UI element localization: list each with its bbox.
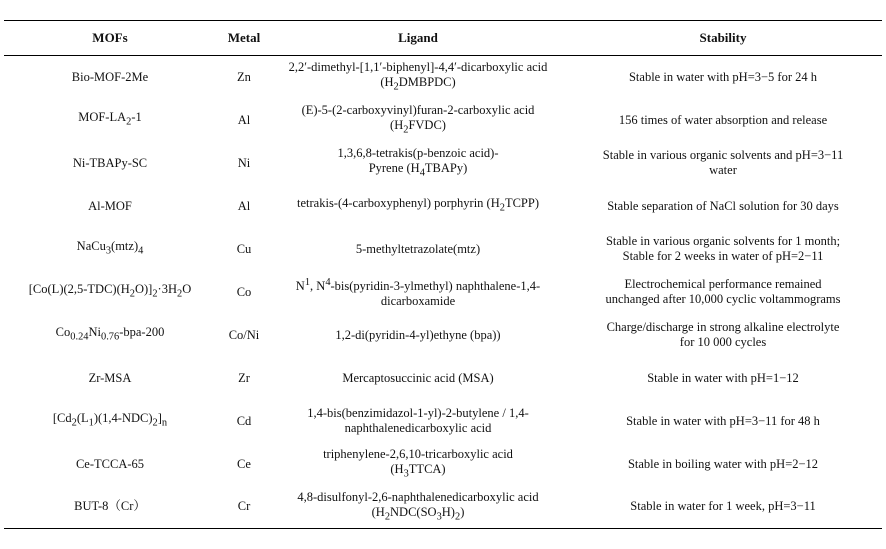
table-row (4, 185, 882, 228)
mof-cell: Ce-TCCA-65 (75, 456, 145, 471)
table-row (4, 486, 882, 529)
header-mofs: MOFs (92, 30, 128, 45)
table-row (4, 271, 882, 314)
ligand-cell: 1,3,6,8-tetrakis(p-benzoic acid)- Pyrene $(H_4TBAPy)$ (337, 145, 499, 179)
ligand-cell: 2,2′-dimethyl-[1,1′-biphenyl]-4,4′-dicarboxylic acid $(H_2DMBPDC)$ (288, 60, 548, 93)
table-row (4, 228, 882, 271)
ligand-cell: 1,4-bis(benzimidazol-1-yl)-2-butylene / 1,4- naphthalenedicarboxylic acid (307, 406, 529, 435)
table-row (4, 314, 882, 357)
ligand-cell: 1,2-di(pyridin-4-yl)ethyne (bpa)) (335, 327, 501, 342)
stability-cell: Charge/discharge in strong alkaline electrolyte for 10 000 cycles (606, 320, 840, 349)
stability-cell: Stable in various organic solvents and pH=3−11 water (602, 148, 844, 177)
stability-cell: 156 times of water absorption and release (618, 112, 828, 127)
mof-cell: $[Co(L)(2,5-TDC)(H_2O)]_2\cdot 3H_2O$ (28, 282, 192, 300)
metal-cell: Co (236, 284, 252, 299)
table-row (4, 443, 882, 486)
mof-stability-table (4, 20, 882, 529)
metal-cell: Ni (237, 155, 251, 170)
mof-cell: Zr-MSA (88, 370, 132, 385)
ligand-cell: (E)-5-(2-carboxyvinyl)furan-2-carboxylic acid $(H_2FVDC)$ (301, 102, 535, 136)
stability-cell: Stable separation of NaCl solution for 30 days (607, 198, 839, 213)
metal-cell: Ce (237, 456, 251, 471)
metal-cell: Co/Ni (228, 327, 260, 342)
stability-cell: Stable in water with pH=3−11 for 48 h (626, 413, 820, 428)
mof-cell: BUT-8（Cr） (74, 499, 146, 514)
metal-cell: Zn (237, 69, 251, 84)
stability-cell: Stable in boiling water with pH=2−12 (627, 456, 819, 471)
table-row (4, 400, 882, 443)
table-row (4, 142, 882, 185)
metal-cell: Cd (236, 413, 252, 428)
ligand-cell: Mercaptosuccinic acid (MSA) (342, 370, 494, 385)
ligand-cell: 5-methyltetrazolate(mtz) (355, 241, 481, 256)
stability-cell: Electrochemical performance remained unchanged after 10,000 cyclic voltammograms (605, 277, 841, 306)
mof-cell: Bio-MOF-2Me (71, 69, 149, 84)
table-row (4, 99, 882, 142)
header-ligand: Ligand (398, 30, 438, 45)
ligand-cell: 4,8-disulfonyl-2,6-naphthalenedicarboxylic acid $(H_2NDC(SO_3H)_2)$ (297, 489, 539, 522)
header-row (4, 21, 882, 56)
mof-cell: Ni-TBAPy-SC (72, 155, 148, 170)
metal-cell: Cr (237, 499, 251, 514)
mof-cell: MOF-$LA_2-1$ (78, 110, 142, 128)
table-body (4, 56, 882, 529)
ligand-cell: tetrakis-(4-carboxyphenyl) porphyrin $(H_2TCPP)$ (297, 196, 539, 214)
header-metal: Metal (227, 30, 261, 45)
mof-cell: Al-MOF (88, 198, 132, 213)
mof-cell: $[Cd_2(L_1)(1,4-NDC)_2]_n$ (52, 411, 168, 429)
mof-cell: $Co_{0.24}Ni_{0.76}-bpa-200$ (55, 325, 165, 343)
metal-cell: Zr (238, 370, 250, 385)
ligand-cell: triphenylene-2,6,10-tricarboxylic acid $(H_3TTCA)$ (323, 446, 513, 480)
header-stability: Stability (699, 30, 747, 45)
table-row (4, 357, 882, 400)
stability-cell: Stable in various organic solvents for 1 month; Stable for 2 weeks in water of pH=2−11 (605, 234, 841, 263)
table-header (4, 21, 882, 56)
metal-cell: Al (237, 112, 251, 127)
stability-cell: Stable in water for 1 week, pH=3−11 (630, 499, 816, 514)
mof-cell: $NaCu_3(mtz)_4$ (76, 239, 144, 257)
stability-cell: Stable in water with pH=3−5 for 24 h (628, 69, 818, 84)
metal-cell: Cu (236, 241, 252, 256)
ligand-cell: $N^1$, $N^4-bis(pyridin-3-ylmethyl)$ naphthalene-1,4- dicarboxamide (295, 276, 541, 309)
table-row (4, 56, 882, 99)
metal-cell: Al (237, 198, 251, 213)
stability-cell: Stable in water with pH=1−12 (647, 370, 799, 385)
